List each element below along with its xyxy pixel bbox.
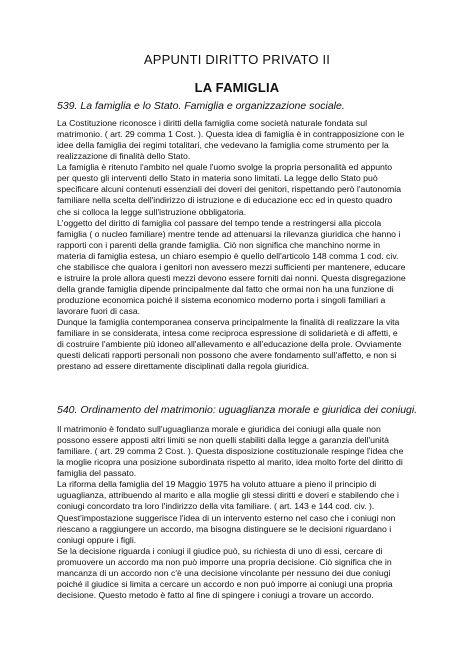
text-line: materia di famiglia estesa, un chiaro esempio è quello dell'articolo 148 comma 1 cod. civ. [57, 250, 399, 261]
text-line: di costruire l'ambiente più idoneo all'allevamento e all'educazione della prole. Ovviamente [57, 339, 402, 350]
text-line: L'oggetto del diritto di famiglia col passare del tempo tende a restringersi alla piccola [57, 217, 382, 228]
text-line: prestano ad essere direttamente disciplinati dalla regola giuridica. [57, 361, 310, 372]
text-line: La Costituzione riconosce i diritti della famiglia come società naturale fondata sul [57, 118, 368, 128]
text-line: per questo gli interventi dello Stato in materia sono limitati. La legge dello Stato può [57, 173, 378, 184]
text-line: La famiglia è ritenuto l'ambito nel quale l'uomo svolge la propria personalità ed appunto [57, 162, 393, 173]
text-line: poiché il giudice si limita a cercare un accordo e non può imporre ai coniugi una propria [57, 578, 393, 589]
text-line: famiglia ( o nucleo familiare) mentre tende ad attenuarsi la rilevanza giuridica che hanno i [57, 228, 401, 239]
text-line: della grande famiglia dipende principalmente dal fatto che ormai non ha una funzione di [57, 283, 394, 294]
text-line: produzione economica poiché il sistema economico moderno porta i singoli familiari a [57, 295, 386, 305]
chapter-title: LA FAMIGLIA [194, 80, 280, 95]
text-line: Il matrimonio è fondato sull'uguaglianza morale e giuridica dei coniugi alla quale non [57, 424, 381, 434]
text-line: promuovere un accordo ma non può imporre una propria decisione. Ciò significa che in [57, 556, 392, 567]
text-line: lavorare fuori di casa. [57, 306, 141, 317]
text-line: questi delicati rapporti personali non possono che avere fondamento sull'affetto, e non si [57, 350, 397, 361]
text-line: Se la decisione riguarda i coniugi il giudice può, su richiesta di uno di essi, cercare di [57, 545, 383, 556]
text-line: la moglie ricopra una posizione subordinata rispetto al marito, idea molto forte del diritto di [57, 457, 403, 468]
text-line: coniugi concordato tra loro l'indirizzo della vita familiare. ( art. 143 e 144 cod. civ. ). [57, 501, 375, 512]
text-line: che stabilisce che qualora i genitori non avessero mezzi sufficienti per mantenere, educare [57, 261, 406, 272]
text-line: idee della famiglia dei regimi totalitari, che vedevano la famiglia come strumento per la [57, 140, 389, 151]
text-line: familiare. ( art. 29 comma 2 Cost. ). Questa disposizione costituzionale respinge l'idea che [57, 446, 404, 457]
text-line: che si colloca la legge sull'istruzione obbligatoria. [57, 206, 247, 217]
text-line: matrimonio. ( art. 29 comma 1 Cost. ). Questa idea di famiglia è in contrapposizione con le [57, 129, 405, 140]
text-line: decisione. Questo metodo è fatto al fine di spingere i coniugi a trovare un accordo. [57, 589, 374, 600]
text-line: famiglia del passato. [57, 468, 137, 479]
text-line: rapporti con i parenti della grande famiglia. Ciò non significa che manchino norme in [57, 239, 381, 250]
text-line: familiare in se considerata, intesa come reciproca espressione di solidarietà e di affetti, e [57, 328, 398, 339]
section-body-539 [57, 118, 437, 372]
text-line: specificare alcuni contenuti essenziali dei doveri dei genitori, rispettando però l'autonomia [57, 184, 402, 195]
text-line: possono essere apposti altri limiti se non quelli stabiliti dalla legge a garanzia dell'unità [57, 435, 389, 446]
text-line: riescano a raggiungere un accordo, ma bisogna distinguere se le decisioni riguardano i [57, 523, 392, 534]
text-line: Quest'impostazione suggerisce l'idea di un intervento esterno nel caso che i coniugi non [57, 512, 396, 523]
section-heading-539: 539. La famiglia e lo Stato. Famiglia e organizzazione sociale. [57, 100, 345, 112]
text-line: e istruire la prole allora questi mezzi devono essere forniti dai nonni. Questa disgregazione [57, 272, 406, 283]
text-line: La riforma della famiglia del 19 Maggio 1975 ha voluto attuare a pieno il principio di [57, 479, 377, 490]
text-line: familiare nella scelta dell'indirizzo di istruzione e di educazione ecc ed in questo quadro [57, 195, 393, 206]
section-heading-540: 540. Ordinamento del matrimonio: uguaglianza morale e giuridica dei coniugi. [57, 404, 418, 416]
text-line: realizzazione di finalità dello Stato. [57, 151, 191, 162]
course-title: APPUNTI DIRITTO PRIVATO II [143, 52, 331, 67]
text-line: uguaglianza, attribuendo al marito e alla moglie gli stessi diritti e doveri e stabilendo che i [57, 490, 399, 501]
text-line: coniugi oppure i figli. [57, 534, 137, 545]
text-line: Dunque la famiglia contemporanea conserva principalmente la finalità di realizzare la vita [57, 317, 400, 328]
section-body-540 [57, 424, 437, 601]
text-line: mancanza di un accordo non c'è una decisione vincolante per nessuno dei due coniugi [57, 567, 391, 578]
